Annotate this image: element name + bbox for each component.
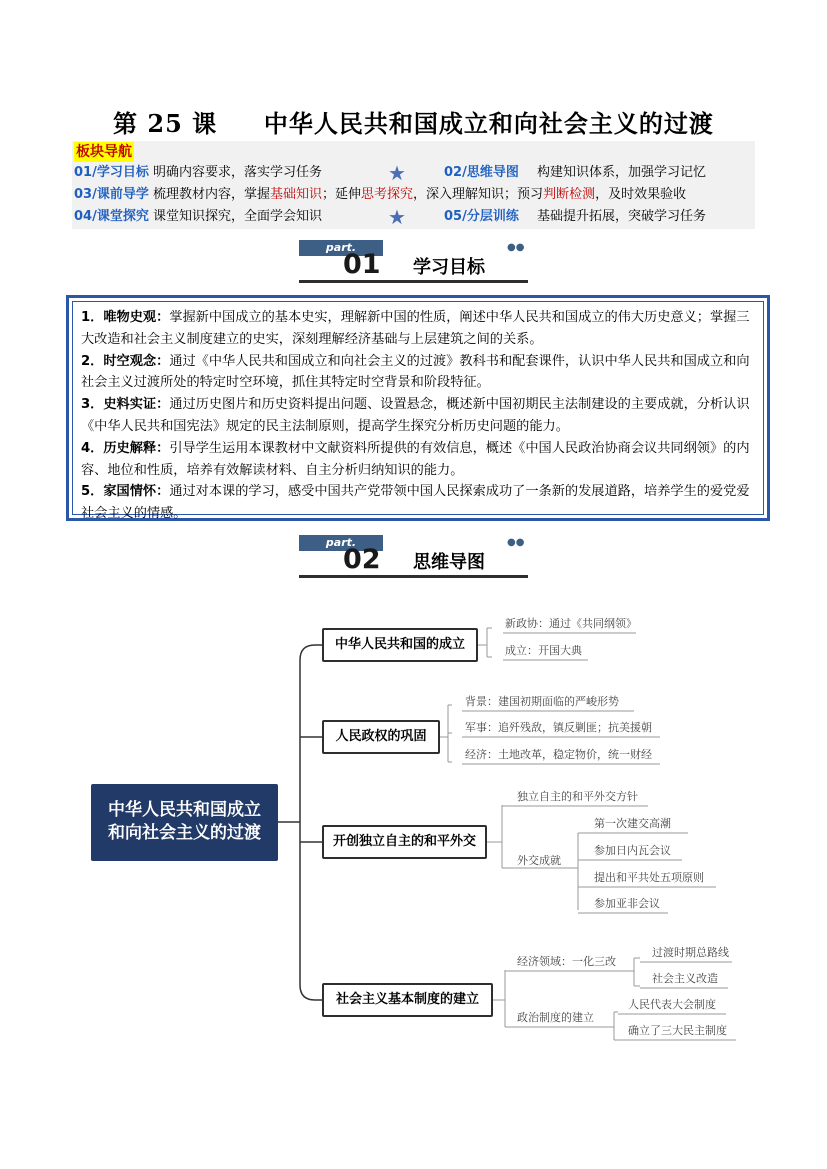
nav-desc: ，深入理解知识；预习 [413, 187, 544, 202]
objective-body: 通过对本课的学习，感受中国共产党带领中国人民探索成功了一条新的发展道路，培养学生的爱党爱社会主义的情感。 [81, 484, 750, 522]
mindmap-node-founding: 中华人民共和国的成立 [322, 628, 478, 662]
objective-head: 1．唯物史观： [81, 310, 170, 325]
nav-desc: ，及时效果验收 [595, 187, 687, 202]
mindmap-leaf: 第一次建交高潮 [594, 817, 671, 830]
nav-desc: ；延伸 [322, 187, 362, 202]
nav-desc: 基础提升拓展，突破学习任务 [536, 209, 706, 224]
nav-desc: 明确内容要求，落实学习任务 [152, 165, 322, 180]
nav-highlight: 基础知识 [270, 187, 323, 202]
mindmap-node-consolidation: 人民政权的巩固 [322, 720, 440, 754]
nav-link-training[interactable]: 05/分层训练 [444, 209, 519, 224]
mindmap-leaf: 背景：建国初期面临的严峻形势 [465, 695, 619, 708]
part-tab: part. [299, 240, 383, 256]
part-label: 思维导图 [413, 552, 485, 573]
root-line: 和向社会主义的过渡 [108, 823, 261, 843]
mindmap-leaf: 政治制度的建立 [517, 1011, 594, 1024]
objective-head: 4．历史解释： [81, 440, 170, 456]
part-tab: part. [299, 535, 383, 551]
root-line: 中华人民共和国成立 [108, 800, 261, 820]
mindmap-leaf: 人民代表大会制度 [628, 998, 716, 1011]
dots-icon: ●● [507, 242, 525, 253]
objective-head: 2．时空观念： [81, 353, 170, 369]
objective-head: 5．家国情怀： [81, 484, 170, 500]
objective-body: 掌握新中国成立的基本史实，理解新中国的性质，阐述中华人民共和国成立的伟大历史意义；掌握三大改造和社会主义制度建立的史实，深刻理解经济基础与上层建筑之间的关系。 [81, 310, 750, 347]
mindmap-leaf: 提出和平共处五项原则 [594, 871, 704, 884]
nav-desc: 构建知识体系，加强学习记忆 [536, 165, 706, 180]
mindmap-leaf: 外交成就 [517, 854, 561, 867]
nav-desc: 课堂知识探究，全面学会知识 [152, 209, 322, 224]
page-title: 第 25 课 中华人民共和国成立和向社会主义的过渡 [113, 109, 714, 138]
star-icon: ★ [388, 161, 406, 185]
nav-highlight: 判断检测 [543, 187, 596, 202]
objective-body: 通过历史图片和历史资料提出问题、设置悬念，概述新中国初期民主法制建设的主要成就，分析认识《中华人民共和国宪法》规定的民主法制原则，提高学生探究分析历史问题的能力。 [81, 397, 750, 434]
objective-body: 引导学生运用本课教材中文献资料所提供的有效信息，概述《中国人民政治协商会议共同纲领》的内容、地位和性质，培养有效解读材料、自主分析归纳知识的能力。 [81, 440, 750, 478]
objective-head: 3．史料实证： [81, 397, 170, 413]
objective-body: 通过《中华人民共和国成立和向社会主义的过渡》教科书和配套课件，认识中华人民共和国成立和向社会主义过渡所处的特定时空环境，抓住其特定时空背景和阶段特征。 [81, 353, 750, 391]
mindmap-leaf: 经济领域：一化三改 [517, 955, 616, 968]
star-icon: ★ [388, 205, 406, 229]
part-number: 01 [343, 249, 381, 280]
mindmap-leaf: 新政协：通过《共同纲领》 [505, 617, 637, 630]
mindmap-leaf: 经济：土地改革，稳定物价，统一财经 [465, 748, 652, 761]
mindmap-leaf: 确立了三大民主制度 [628, 1024, 727, 1037]
part-number: 02 [343, 544, 381, 575]
nav-header: 板块导航 [76, 144, 132, 160]
nav-link-mindmap[interactable]: 02/思维导图 [444, 165, 519, 180]
mindmap-leaf: 过渡时期总路线 [652, 946, 729, 959]
nav-desc: 梳理教材内容，掌握 [152, 187, 270, 202]
mindmap-leaf: 军事：追歼残敌，镇反剿匪；抗美援朝 [465, 721, 652, 734]
mindmap-root [91, 784, 278, 861]
nav-link-objectives[interactable]: 01/学习目标 [74, 165, 149, 180]
nav-link-preview[interactable]: 03/课前导学 [74, 187, 149, 202]
nav-highlight: 思考探究 [361, 187, 414, 202]
nav-link-class[interactable]: 04/课堂探究 [74, 209, 149, 224]
mindmap-node-diplomacy: 开创独立自主的和平外交 [322, 825, 487, 859]
mindmap-leaf: 独立自主的和平外交方针 [517, 790, 638, 803]
mindmap-leaf: 参加日内瓦会议 [594, 844, 671, 857]
dots-icon: ●● [507, 537, 525, 548]
mindmap-node-socialist-system: 社会主义基本制度的建立 [322, 983, 493, 1017]
mindmap-leaf: 参加亚非会议 [594, 897, 660, 910]
mindmap-leaf: 社会主义改造 [652, 972, 718, 985]
mindmap-leaf: 成立：开国大典 [505, 644, 582, 657]
part-label: 学习目标 [413, 257, 485, 278]
